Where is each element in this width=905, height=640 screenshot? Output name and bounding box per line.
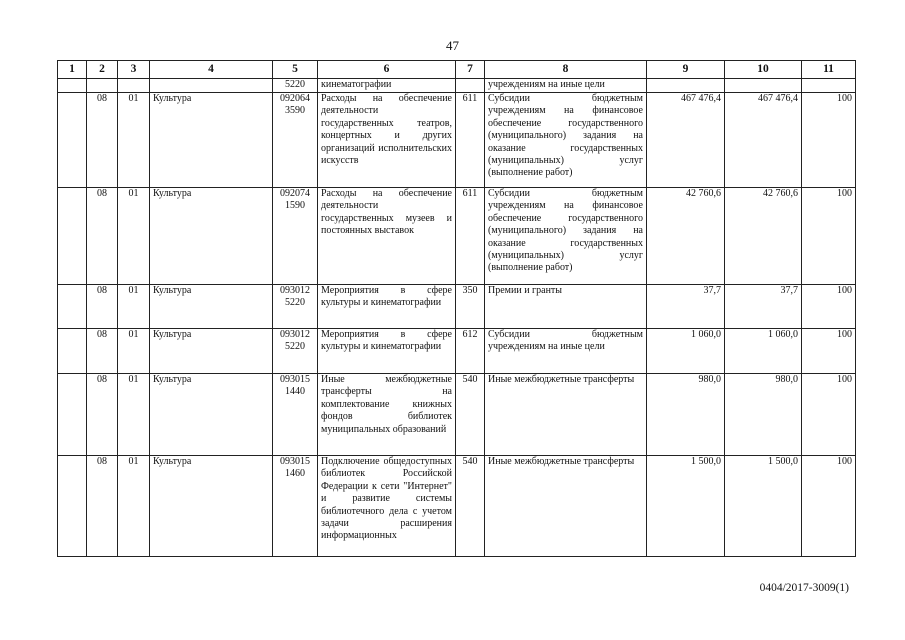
target-code: 093015 1440 [273, 374, 318, 456]
executed-amount: 42 760,6 [725, 188, 802, 285]
expense-type: Иные межбюджетные трансферты [485, 374, 647, 456]
expense-code: 611 [456, 93, 485, 188]
column-header-9: 9 [647, 61, 725, 79]
table-header [58, 61, 856, 79]
column-header-7: 7 [456, 61, 485, 79]
execution-percent: 100 [802, 329, 856, 374]
document-code: 0404/2017-3009(1) [759, 582, 849, 594]
expense-code: 611 [456, 188, 485, 285]
subsection-code: 01 [118, 374, 150, 456]
planned-amount: 1 500,0 [647, 456, 725, 557]
execution-percent: 100 [802, 285, 856, 329]
subsection-code: 01 [118, 456, 150, 557]
planned-amount: 980,0 [647, 374, 725, 456]
column-header-1: 1 [58, 61, 87, 79]
column-header-4: 4 [150, 61, 273, 79]
target-description: Иные межбюджетные трансферты на комплектование книжных фондов библиотек муниципальных образований [318, 374, 456, 456]
page-number: 47 [446, 38, 459, 53]
subsection-code: 01 [118, 285, 150, 329]
section-name: Культура [150, 329, 273, 374]
column-header-10: 10 [725, 61, 802, 79]
executed-amount: 467 476,4 [725, 93, 802, 188]
execution-percent: 100 [802, 374, 856, 456]
column-header-5: 5 [273, 61, 318, 79]
expense-type: Субсидии бюджетным учреждениям на иные цели [485, 329, 647, 374]
section-code: 08 [87, 188, 118, 285]
executed-amount: 980,0 [725, 374, 802, 456]
target-code: 093012 5220 [273, 329, 318, 374]
section-name: Культура [150, 374, 273, 456]
executed-amount: 1 060,0 [725, 329, 802, 374]
section-code: 08 [87, 456, 118, 557]
column-header-11: 11 [802, 61, 856, 79]
section-name: Культура [150, 456, 273, 557]
target-code: 092074 1590 [273, 188, 318, 285]
budget-table [57, 60, 856, 557]
carryover-expense-type: учреждениям на иные цели [485, 79, 647, 93]
carryover-description: кинематографии [318, 79, 456, 93]
table-row [58, 285, 856, 329]
planned-amount: 1 060,0 [647, 329, 725, 374]
expense-code: 350 [456, 285, 485, 329]
table-row [58, 329, 856, 374]
execution-percent: 100 [802, 456, 856, 557]
expense-code: 540 [456, 374, 485, 456]
executed-amount: 37,7 [725, 285, 802, 329]
section-code: 08 [87, 285, 118, 329]
expense-code: 612 [456, 329, 485, 374]
target-description: Мероприятия в сфере культуры и кинематографии [318, 329, 456, 374]
planned-amount: 42 760,6 [647, 188, 725, 285]
section-code: 08 [87, 93, 118, 188]
target-description: Мероприятия в сфере культуры и кинематографии [318, 285, 456, 329]
section-name: Культура [150, 285, 273, 329]
table-row [58, 374, 856, 456]
target-code: 093015 1460 [273, 456, 318, 557]
table-row [58, 456, 856, 557]
target-description: Подключение общедоступных библиотек Российской Федерации к сети "Интернет" и развитие системы библиотечного дела с учетом задачи расширения информационных [318, 456, 456, 557]
execution-percent: 100 [802, 188, 856, 285]
planned-amount: 467 476,4 [647, 93, 725, 188]
section-name: Культура [150, 93, 273, 188]
expense-code: 540 [456, 456, 485, 557]
carryover-target-code: 5220 [273, 79, 318, 93]
table-row [58, 93, 856, 188]
column-header-6: 6 [318, 61, 456, 79]
expense-type: Премии и гранты [485, 285, 647, 329]
subsection-code: 01 [118, 329, 150, 374]
executed-amount: 1 500,0 [725, 456, 802, 557]
target-description: Расходы на обеспечение деятельности государственных театров, концертных и других организаций исполнительских искусств [318, 93, 456, 188]
carryover-row [58, 79, 856, 93]
subsection-code: 01 [118, 93, 150, 188]
planned-amount: 37,7 [647, 285, 725, 329]
target-description: Расходы на обеспечение деятельности государственных музеев и постоянных выставок [318, 188, 456, 285]
column-header-3: 3 [118, 61, 150, 79]
section-name: Культура [150, 188, 273, 285]
column-header-2: 2 [87, 61, 118, 79]
execution-percent: 100 [802, 93, 856, 188]
column-header-8: 8 [485, 61, 647, 79]
target-code: 092064 3590 [273, 93, 318, 188]
subsection-code: 01 [118, 188, 150, 285]
section-code: 08 [87, 374, 118, 456]
section-code: 08 [87, 329, 118, 374]
expense-type: Субсидии бюджетным учреждениям на финансовое обеспечение государственного (муниципального) задания на оказание государственных (муниципальных) услуг (выполнение работ) [485, 188, 647, 285]
expense-type: Субсидии бюджетным учреждениям на финансовое обеспечение государственного (муниципального) задания на оказание государственных (муниципальных) услуг (выполнение работ) [485, 93, 647, 188]
target-code: 093012 5220 [273, 285, 318, 329]
expense-type: Иные межбюджетные трансферты [485, 456, 647, 557]
table-row [58, 188, 856, 285]
